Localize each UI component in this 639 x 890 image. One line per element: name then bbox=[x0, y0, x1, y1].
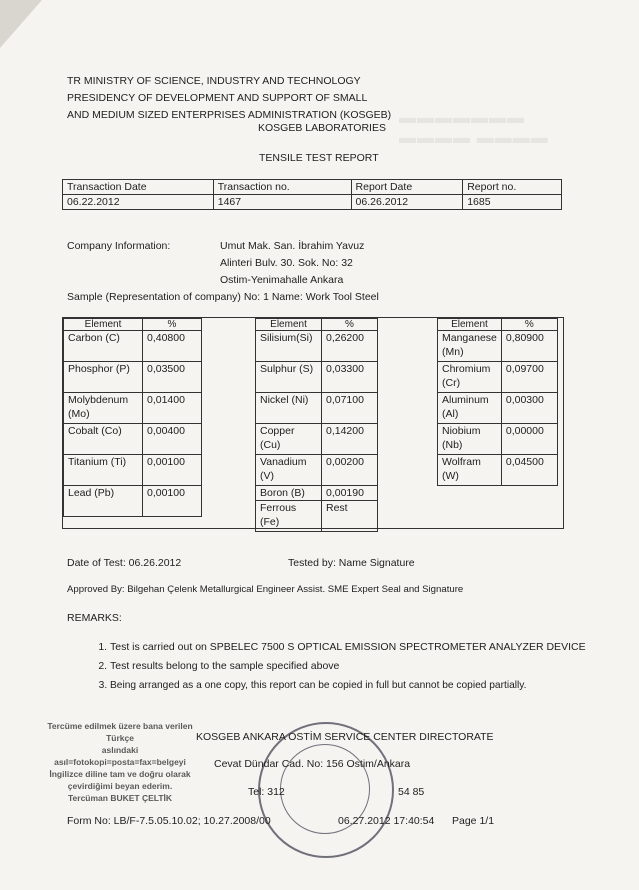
element-row bbox=[256, 362, 378, 393]
header-line-3: AND MEDIUM SIZED ENTERPRISES ADMINISTRATION (KOSGEB) bbox=[67, 109, 392, 121]
element-row bbox=[438, 424, 558, 455]
element-row bbox=[64, 393, 202, 424]
element-name: Niobium (Nb) bbox=[438, 424, 502, 455]
approved-by: Approved By: Bilgehan Çelenk Metallurgical Engineer Assist. SME Expert Seal and Signature bbox=[67, 584, 464, 595]
element-name: Sulphur (S) bbox=[256, 362, 322, 393]
element-row bbox=[256, 424, 378, 455]
element-percent: 0,03500 bbox=[143, 362, 202, 393]
element-header-row bbox=[64, 319, 202, 331]
transaction-date-header: Transaction Date bbox=[63, 180, 214, 195]
element-name: Manganese (Mn) bbox=[438, 331, 502, 362]
percent-col-header: % bbox=[322, 319, 378, 331]
transaction-table bbox=[62, 179, 562, 210]
element-percent: Rest bbox=[322, 501, 378, 532]
remark-item: 3. Being arranged as a one copy, this report can be copied in full but cannot be copied partially. bbox=[110, 676, 586, 695]
element-name: Ferrous (Fe) bbox=[256, 501, 322, 532]
element-name: Copper (Cu) bbox=[256, 424, 322, 455]
element-header-row bbox=[438, 319, 558, 331]
element-name: Silisium(Si) bbox=[256, 331, 322, 362]
report-no-value: 1685 bbox=[463, 195, 562, 210]
element-percent: 0,00100 bbox=[143, 486, 202, 517]
transaction-header-row bbox=[63, 180, 562, 195]
print-timestamp: 06.27.2012 17:40:54 bbox=[338, 815, 435, 827]
remarks-list bbox=[90, 638, 586, 695]
element-row bbox=[256, 331, 378, 362]
element-percent: 0,01400 bbox=[143, 393, 202, 424]
element-row bbox=[438, 393, 558, 424]
element-row bbox=[64, 455, 202, 486]
element-col-header: Element bbox=[64, 319, 143, 331]
element-name: Chromium (Cr) bbox=[438, 362, 502, 393]
date-of-test: Date of Test: 06.26.2012 bbox=[67, 557, 182, 569]
remarks-label: REMARKS: bbox=[67, 612, 122, 624]
element-row bbox=[64, 362, 202, 393]
institution-header bbox=[67, 73, 391, 124]
sample-line: Sample (Representation of company) No: 1 Name: Work Tool Steel bbox=[67, 291, 379, 303]
element-percent: 0,00100 bbox=[143, 455, 202, 486]
percent-col-header: % bbox=[501, 319, 557, 331]
element-row bbox=[64, 331, 202, 362]
element-name: Phosphor (P) bbox=[64, 362, 143, 393]
element-composition-grid bbox=[62, 317, 564, 529]
translator-note-line: Tercüman BUKET ÇELTİK bbox=[67, 793, 173, 803]
element-percent: 0,40800 bbox=[143, 331, 202, 362]
element-row bbox=[256, 501, 378, 532]
element-name: Nickel (Ni) bbox=[256, 393, 322, 424]
element-col-header: Element bbox=[256, 319, 322, 331]
remark-item: 1. Test is carried out on SPBELEC 7500 S OPTICAL EMISSION SPECTROMETER ANALYZER DEVICE bbox=[110, 638, 586, 657]
element-row bbox=[438, 331, 558, 362]
company-address-1: Alinteri Bulv. 30. Sok. No: 32 bbox=[220, 257, 353, 269]
element-column-1 bbox=[63, 318, 202, 517]
element-name: Cobalt (Co) bbox=[64, 424, 143, 455]
form-number: Form No: LB/F-7.5.05.10.02; 10.27.2008/00 bbox=[67, 815, 271, 827]
element-percent: 0,26200 bbox=[322, 331, 378, 362]
company-address-2: Ostim-Yenimahalle Ankara bbox=[220, 274, 344, 286]
bleed-through-text: ▬▬▬▬▬▬▬ ▬▬▬▬ ▬▬▬▬ bbox=[399, 108, 549, 147]
translator-note-line: çevirdiğimi beyan ederim. bbox=[67, 781, 173, 791]
element-percent: 0,80900 bbox=[501, 331, 557, 362]
element-name: Carbon (C) bbox=[64, 331, 143, 362]
directorate-tel: Tel: 312 bbox=[248, 786, 285, 798]
element-table-1 bbox=[63, 318, 202, 517]
element-column-3 bbox=[437, 318, 558, 486]
directorate-address: Cevat Dündar Cad. No: 156 Ostim/Ankara bbox=[214, 758, 411, 770]
element-row bbox=[438, 362, 558, 393]
element-percent: 0,00400 bbox=[143, 424, 202, 455]
directorate-line: KOSGEB ANKARA OSTİM SERVICE CENTER DIRECTORATE bbox=[196, 731, 494, 743]
report-no-header: Report no. bbox=[463, 180, 562, 195]
page-number: Page 1/1 bbox=[452, 815, 495, 827]
element-row bbox=[256, 486, 378, 501]
element-name: Wolfram (W) bbox=[438, 455, 502, 486]
report-date-value: 06.26.2012 bbox=[351, 195, 463, 210]
transaction-no-header: Transaction no. bbox=[213, 180, 351, 195]
remark-item: 2. Test results belong to the sample specified above bbox=[110, 657, 586, 676]
element-name: Lead (Pb) bbox=[64, 486, 143, 517]
element-percent: 0,14200 bbox=[322, 424, 378, 455]
element-percent: 0,09700 bbox=[501, 362, 557, 393]
element-percent: 0,00000 bbox=[501, 424, 557, 455]
element-percent: 0,03300 bbox=[322, 362, 378, 393]
element-column-2 bbox=[255, 318, 378, 532]
element-col-header: Element bbox=[438, 319, 502, 331]
element-percent: 0,00200 bbox=[322, 455, 378, 486]
translator-note-line: Tercüme edilmek üzere bana verilen Türkçe bbox=[47, 721, 193, 743]
element-percent: 0,07100 bbox=[322, 393, 378, 424]
element-name: Titanium (Ti) bbox=[64, 455, 143, 486]
translator-note-line: İngilizce diline tam ve doğru olarak bbox=[49, 769, 191, 779]
element-row bbox=[256, 455, 378, 486]
lab-name: KOSGEB LABORATORIES bbox=[258, 122, 386, 134]
element-name: Aluminum (Al) bbox=[438, 393, 502, 424]
header-line-2: PRESIDENCY OF DEVELOPMENT AND SUPPORT OF SMALL bbox=[67, 92, 368, 104]
folded-corner bbox=[0, 0, 42, 48]
transaction-value-row bbox=[63, 195, 562, 210]
element-row bbox=[256, 393, 378, 424]
report-title: TENSILE TEST REPORT bbox=[259, 152, 379, 164]
directorate-tel-end: 54 85 bbox=[398, 786, 425, 798]
transaction-date-value: 06.22.2012 bbox=[63, 195, 214, 210]
element-row bbox=[64, 486, 202, 517]
element-table-2 bbox=[255, 318, 378, 532]
element-name: Boron (B) bbox=[256, 486, 322, 501]
tested-by: Tested by: Name Signature bbox=[288, 557, 415, 569]
element-percent: 0,00190 bbox=[322, 486, 378, 501]
element-percent: 0,04500 bbox=[501, 455, 557, 486]
element-name: Vanadium (V) bbox=[256, 455, 322, 486]
report-date-header: Report Date bbox=[351, 180, 463, 195]
percent-col-header: % bbox=[143, 319, 202, 331]
element-header-row bbox=[256, 319, 378, 331]
translator-note-line: aslındaki asıl=fotokopi=posta=fax=belgeyi bbox=[54, 745, 186, 767]
header-line-1: TR MINISTRY OF SCIENCE, INDUSTRY AND TECHNOLOGY bbox=[67, 75, 361, 87]
translator-stamp-note bbox=[40, 720, 200, 804]
company-label: Company Information: bbox=[67, 240, 171, 252]
element-row bbox=[438, 455, 558, 486]
transaction-no-value: 1467 bbox=[213, 195, 351, 210]
element-table-3 bbox=[437, 318, 558, 486]
element-row bbox=[64, 424, 202, 455]
company-name: Umut Mak. San. İbrahim Yavuz bbox=[220, 240, 365, 252]
element-name: Molybdenum (Mo) bbox=[64, 393, 143, 424]
element-percent: 0,00300 bbox=[501, 393, 557, 424]
